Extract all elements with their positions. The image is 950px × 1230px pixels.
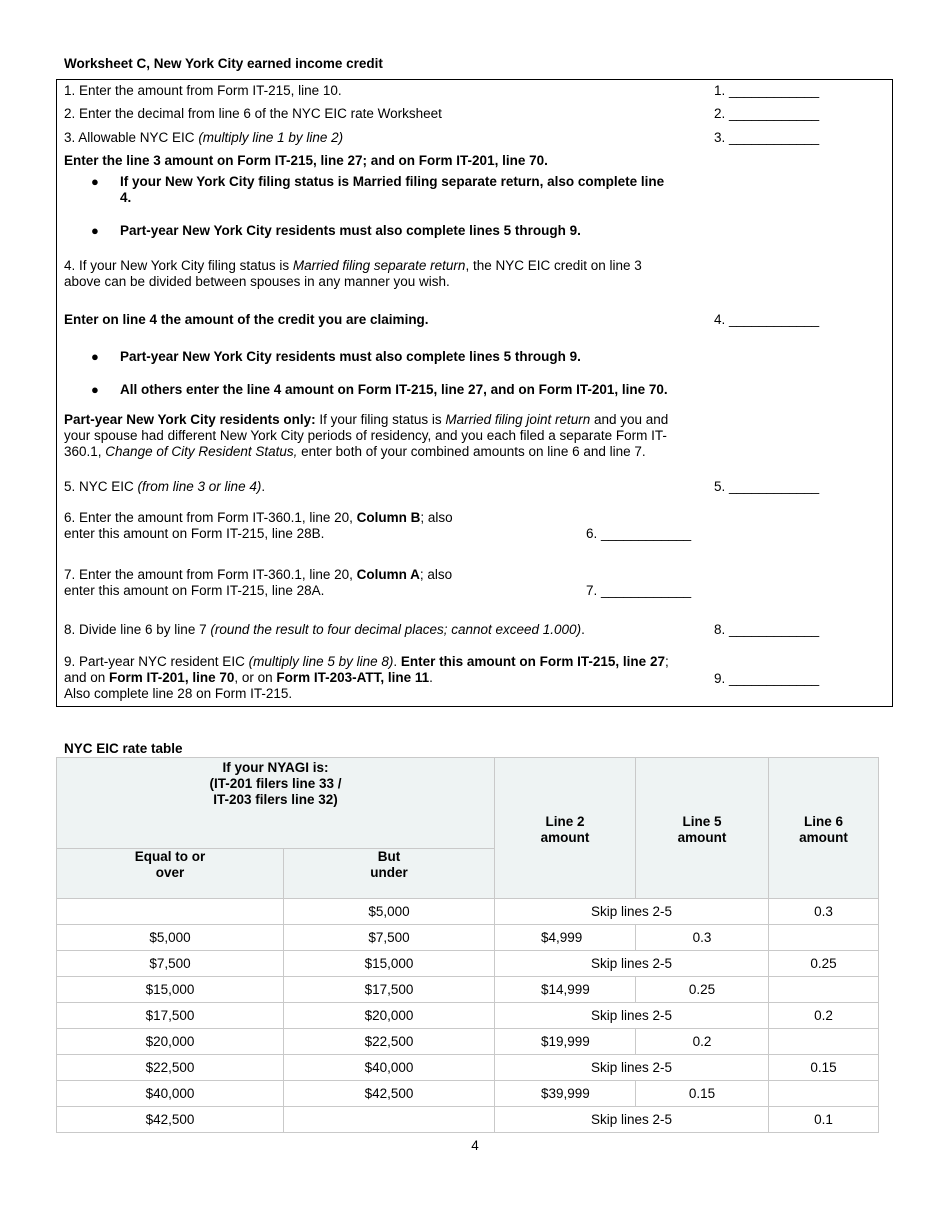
cell-under: $5,000: [284, 899, 495, 925]
bullet-icon: ●: [91, 349, 99, 364]
cell-skip: Skip lines 2-5: [495, 1003, 769, 1029]
cell-over: $42,500: [57, 1107, 284, 1133]
cell-under: $22,500: [284, 1029, 495, 1055]
rate-table-title: NYC EIC rate table: [64, 741, 183, 756]
bullet-icon: ●: [91, 174, 99, 189]
bullet-3: Part-year New York City residents must also complete lines 5 through 9.: [120, 349, 581, 364]
line-5-text: 5. NYC EIC (from line 3 or line 4).: [64, 479, 266, 494]
cell-skip: Skip lines 2-5: [495, 1107, 769, 1133]
table-row: [57, 951, 879, 977]
bullet-1-line-2: 4.: [120, 190, 132, 205]
line-7-text: 7. Enter the amount from Form IT-360.1, line 20, Column A; also: [64, 567, 453, 582]
table-row: [57, 1003, 879, 1029]
cell-under: $42,500: [284, 1081, 495, 1107]
line-3-entry[interactable]: 3. ____________: [714, 130, 820, 145]
line-2-entry[interactable]: 2. ____________: [714, 106, 820, 121]
cell-line2: $4,999: [495, 925, 636, 951]
cell-line6: 0.2: [769, 1003, 879, 1029]
cell-skip: Skip lines 2-5: [495, 951, 769, 977]
header-nyagi: If your NYAGI is: (IT-201 filers line 33 / IT-203 filers line 32): [57, 758, 495, 849]
line-6-text: 6. Enter the amount from Form IT-360.1, line 20, Column B; also: [64, 510, 453, 525]
enter-line-4-instruction: Enter on line 4 the amount of the credit you are claiming.: [64, 312, 429, 327]
cell-line5: 0.3: [636, 925, 769, 951]
cell-skip: Skip lines 2-5: [495, 899, 769, 925]
cell-under: $15,000: [284, 951, 495, 977]
bullet-4: All others enter the line 4 amount on Form IT-215, line 27, and on Form IT-201, line 70.: [120, 382, 668, 397]
table-row: [57, 1055, 879, 1081]
line-6-entry[interactable]: 6. ____________: [586, 526, 692, 541]
line-2-text: 2. Enter the decimal from line 6 of the NYC EIC rate Worksheet: [64, 106, 442, 121]
line-9-text: 9. Part-year NYC resident EIC (multiply line 5 by line 8). Enter this amount on Form IT-215, line 27;: [64, 654, 669, 669]
cell-line5: 0.25: [636, 977, 769, 1003]
part-year-note-3: 360.1, Change of City Resident Status, enter both of your combined amounts on line 6 and line 7.: [64, 444, 646, 459]
cell-under: $7,500: [284, 925, 495, 951]
cell-over: $17,500: [57, 1003, 284, 1029]
line-5-entry[interactable]: 5. ____________: [714, 479, 820, 494]
cell-under: $20,000: [284, 1003, 495, 1029]
table-row: [57, 1029, 879, 1055]
page-number: 4: [471, 1138, 479, 1153]
line-8-text: 8. Divide line 6 by line 7 (round the result to four decimal places; cannot exceed 1.000).: [64, 622, 585, 637]
line-9-text-cont: and on Form IT-201, line 70, or on Form IT-203-ATT, line 11.: [64, 670, 433, 685]
part-year-note-2: your spouse had different New York City periods of residency, and you each filed a separate Form IT-: [64, 428, 667, 443]
line-4-entry[interactable]: 4. ____________: [714, 312, 820, 327]
cell-line2: $14,999: [495, 977, 636, 1003]
line-1-text: 1. Enter the amount from Form IT-215, line 10.: [64, 83, 342, 98]
table-row: [57, 1081, 879, 1107]
header-equal-to-or-over: Equal to or over: [57, 849, 284, 899]
cell-line6: 0.15: [769, 1055, 879, 1081]
header-line5: Line 5 amount: [636, 758, 769, 899]
table-row: [57, 1107, 879, 1133]
table-row: [57, 899, 879, 925]
bullet-icon: ●: [91, 382, 99, 397]
cell-line6: [769, 1029, 879, 1055]
cell-over: $22,500: [57, 1055, 284, 1081]
cell-under: $40,000: [284, 1055, 495, 1081]
cell-skip: Skip lines 2-5: [495, 1055, 769, 1081]
header-line2: Line 2 amount: [495, 758, 636, 899]
worksheet-title: Worksheet C, New York City earned income credit: [64, 56, 383, 71]
line-1-entry[interactable]: 1. ____________: [714, 83, 820, 98]
header-but-under: But under: [284, 849, 495, 899]
line-4-text: 4. If your New York City filing status is Married filing separate return, the NYC EIC credit on line 3: [64, 258, 642, 273]
line-7-entry[interactable]: 7. ____________: [586, 583, 692, 598]
bullet-2: Part-year New York City residents must also complete lines 5 through 9.: [120, 223, 581, 238]
bullet-1-line-1: If your New York City filing status is Married filing separate return, also complete line: [120, 174, 665, 189]
cell-over: $20,000: [57, 1029, 284, 1055]
cell-line6: [769, 925, 879, 951]
cell-line2: $39,999: [495, 1081, 636, 1107]
rate-table: [56, 757, 879, 1133]
header-line6: Line 6 amount: [769, 758, 879, 899]
line-3-text: 3. Allowable NYC EIC (multiply line 1 by line 2): [64, 130, 344, 145]
cell-under: $17,500: [284, 977, 495, 1003]
cell-under: [284, 1107, 495, 1133]
table-row: [57, 977, 879, 1003]
cell-over: $40,000: [57, 1081, 284, 1107]
line-6-text-cont: enter this amount on Form IT-215, line 28B.: [64, 526, 325, 541]
cell-line6: 0.25: [769, 951, 879, 977]
part-year-note-1: Part-year New York City residents only: If your filing status is Married filing joint return and you and: [64, 412, 669, 427]
cell-line6: 0.3: [769, 899, 879, 925]
line-7-text-cont: enter this amount on Form IT-215, line 28A.: [64, 583, 325, 598]
enter-line-3-instruction: Enter the line 3 amount on Form IT-215, line 27; and on Form IT-201, line 70.: [64, 153, 548, 168]
cell-line2: $19,999: [495, 1029, 636, 1055]
line-9-entry[interactable]: 9. ____________: [714, 671, 820, 686]
cell-over: $15,000: [57, 977, 284, 1003]
line-8-entry[interactable]: 8. ____________: [714, 622, 820, 637]
cell-line6: 0.1: [769, 1107, 879, 1133]
bullet-icon: ●: [91, 223, 99, 238]
table-row: [57, 925, 879, 951]
cell-over: [57, 899, 284, 925]
cell-over: $7,500: [57, 951, 284, 977]
cell-line6: [769, 977, 879, 1003]
line-9-text-note: Also complete line 28 on Form IT-215.: [64, 686, 293, 701]
cell-over: $5,000: [57, 925, 284, 951]
line-4-text-cont: above can be divided between spouses in any manner you wish.: [64, 274, 450, 289]
cell-line6: [769, 1081, 879, 1107]
cell-line5: 0.2: [636, 1029, 769, 1055]
cell-line5: 0.15: [636, 1081, 769, 1107]
